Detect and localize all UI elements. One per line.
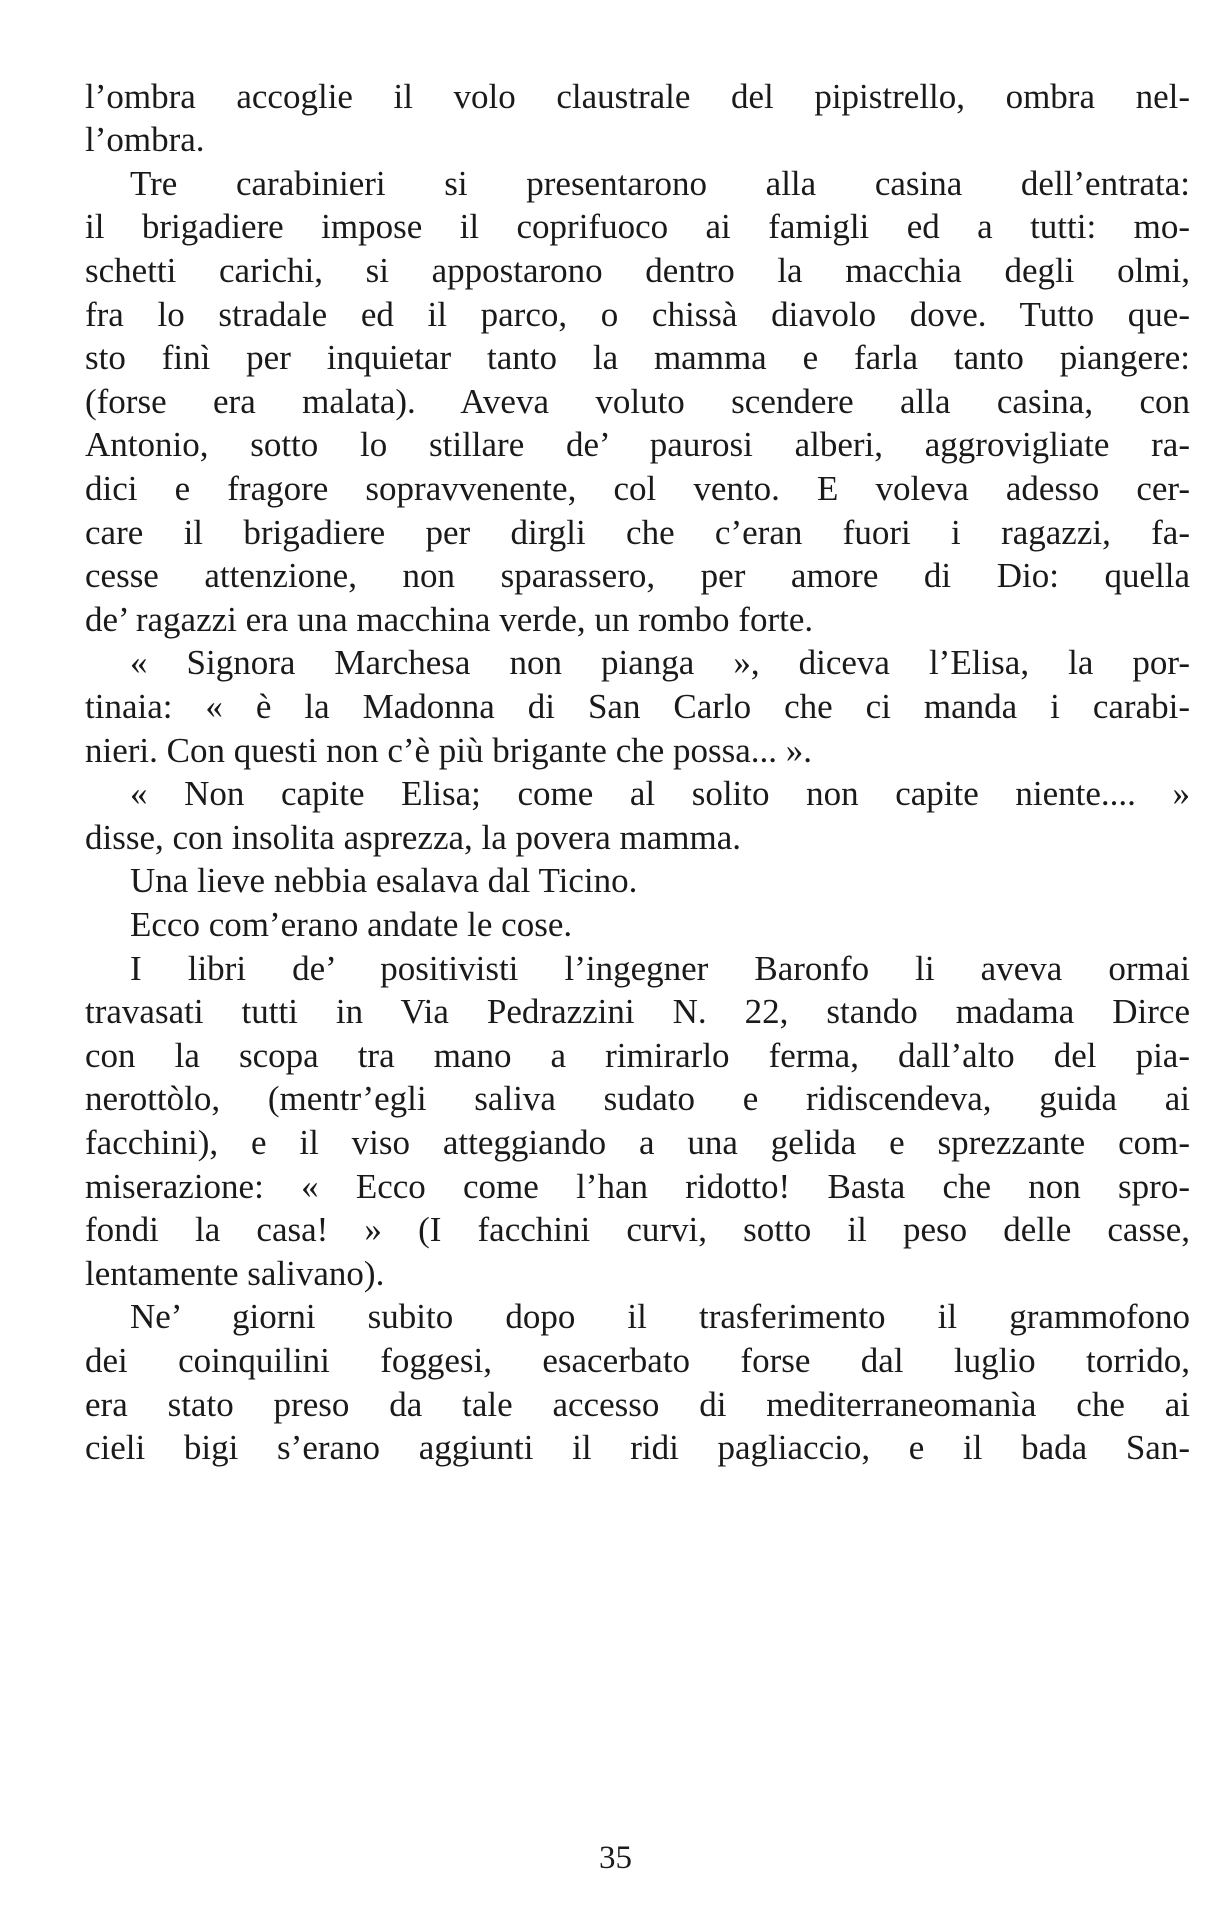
text-line: lentamente salivano). [85,1254,385,1293]
paragraph-start-line: Ecco com’erano andate le cose. [130,905,573,944]
text-line: tinaia: « è la Madonna di San Carlo che ci manda i carabi- [85,687,1190,726]
text-line: sto finì per inquietar tanto la mamma e farla tanto piangere: [85,338,1190,377]
text-line: dei coinquilini foggesi, esacerbato forse dal luglio torrido, [85,1341,1190,1380]
paragraph-start-line: I libri de’ positivisti l’ingegner Baronfo li aveva ormai [130,949,1190,988]
text-line: nerottòlo, (mentr’egli saliva sudato e ridiscendeva, guida ai [85,1079,1190,1118]
text-line: nieri. Con questi non c’è più brigante che possa... ». [85,731,813,770]
paragraph-start-line: Una lieve nebbia esalava dal Ticino. [130,861,638,900]
paragraph-start-line: Tre carabinieri si presentarono alla casina dell’entrata: [130,164,1190,203]
page-number: 35 [599,1840,632,1876]
text-line: l’ombra accoglie il volo claustrale del pipistrello, ombra nel- [85,77,1190,116]
text-line: il brigadiere impose il coprifuoco ai famigli ed a tutti: mo- [85,207,1190,246]
text-line: l’ombra. [85,120,205,159]
text-line: disse, con insolita asprezza, la povera mamma. [85,818,742,857]
paragraph-start-line: Ne’ giorni subito dopo il trasferimento il grammofono [130,1297,1190,1336]
text-line: cieli bigi s’erano aggiunti il ridi pagliaccio, e il bada San- [85,1428,1190,1467]
text-line: care il brigadiere per dirgli che c’eran fuori i ragazzi, fa- [85,513,1190,552]
text-line: cesse attenzione, non sparassero, per amore di Dio: quella [85,556,1190,595]
text-line: de’ ragazzi era una macchina verde, un rombo forte. [85,600,814,639]
text-line: Antonio, sotto lo stillare de’ paurosi alberi, aggrovigliate ra- [85,425,1190,464]
text-line: era stato preso da tale accesso di mediterraneomanìa che ai [85,1385,1190,1424]
text-line: con la scopa tra mano a rimirarlo ferma, dall’alto del pia- [85,1036,1190,1075]
text-line: dici e fragore sopravvenente, col vento. E voleva adesso cer- [85,469,1190,508]
text-line: miserazione: « Ecco come l’han ridotto! Basta che non spro- [85,1167,1190,1206]
paragraph-start-line: « Signora Marchesa non pianga », diceva l’Elisa, la por- [130,643,1190,682]
text-line: travasati tutti in Via Pedrazzini N. 22, stando madama Dirce [85,992,1190,1031]
paragraph-start-line: « Non capite Elisa; come al solito non capite niente.... » [130,774,1190,813]
text-line: facchini), e il viso atteggiando a una gelida e sprezzante com- [85,1123,1190,1162]
text-line: schetti carichi, si appostarono dentro la macchia degli olmi, [85,251,1190,290]
text-line: fondi la casa! » (I facchini curvi, sotto il peso delle casse, [85,1210,1190,1249]
text-line: (forse era malata). Aveva voluto scendere alla casina, con [85,382,1190,421]
text-line: fra lo stradale ed il parco, o chissà diavolo dove. Tutto que- [85,295,1190,334]
